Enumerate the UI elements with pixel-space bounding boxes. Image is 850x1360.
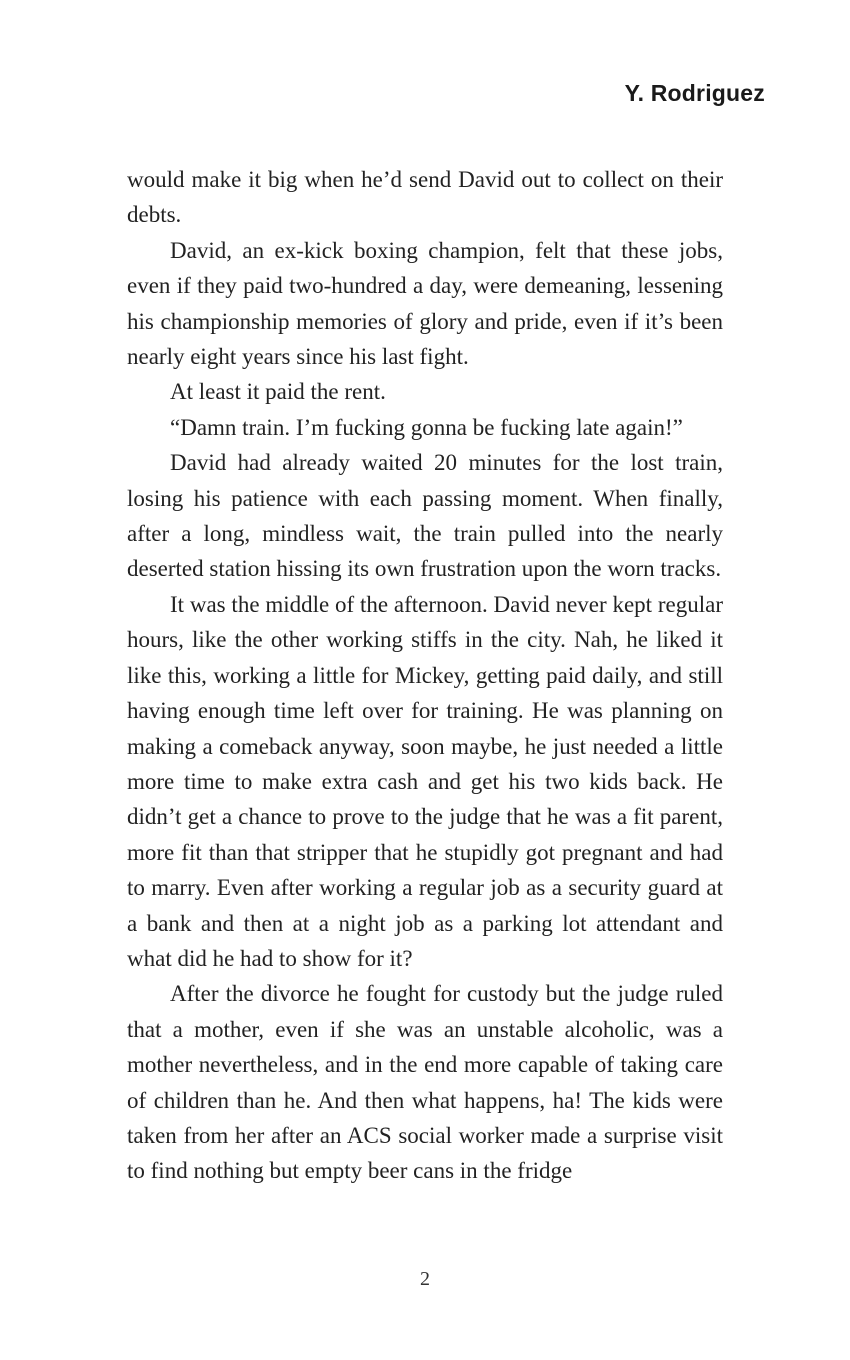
page-number: 2 [420,1268,430,1290]
paragraph: After the divorce he fought for custody but the judge ruled that a mother, even if she was an unstable alcoholic, was a mother nevertheless, and in the end more capable of taking care of children than he. And then what happens, ha! The kids were taken from her after an ACS social worker made a surprise visit to find nothing but empty beer cans in the fridge [127,981,723,1184]
paragraph-continuation: would make it big when he’d send David out to collect on their debts. [127,167,723,228]
paragraph: It was the middle of the afternoon. David never kept regular hours, like the other working stiffs in the city. Nah, he liked it like this, working a little for Mickey, getting paid daily, and still having enough time left over for training. He was planning on making a comeback anyway, soon maybe, he just needed a little more time to make extra cash and get his two kids back. He didn’t get a chance to prove to the judge that he was a fit parent, more fit than that stripper that he stupidly got pregnant and had to marry. Even after working a regular job as a security guard at a bank and then at a night job as a parking lot attendant and what did he had to show for it? [127,591,723,971]
paragraph-dialogue: “Damn train. I’m fucking gonna be fucking late again!” [170,414,683,440]
body-text [127,162,723,1189]
paragraph: At least it paid the rent. [170,379,386,405]
paragraph: David had already waited 20 minutes for the lost train, losing his patience with each passing moment. When finally, after a long, mindless wait, the train pulled into the nearly deserted station hissing its own frustration upon the worn tracks. [127,450,723,582]
running-header-author: Y. Rodriguez [624,80,765,106]
paragraph: David, an ex-kick boxing champion, felt that these jobs, even if they paid two-hundred a day, were demeaning, lessening his championship memories of glory and pride, even if it’s been nearly eight years since his last fight. [127,237,723,370]
